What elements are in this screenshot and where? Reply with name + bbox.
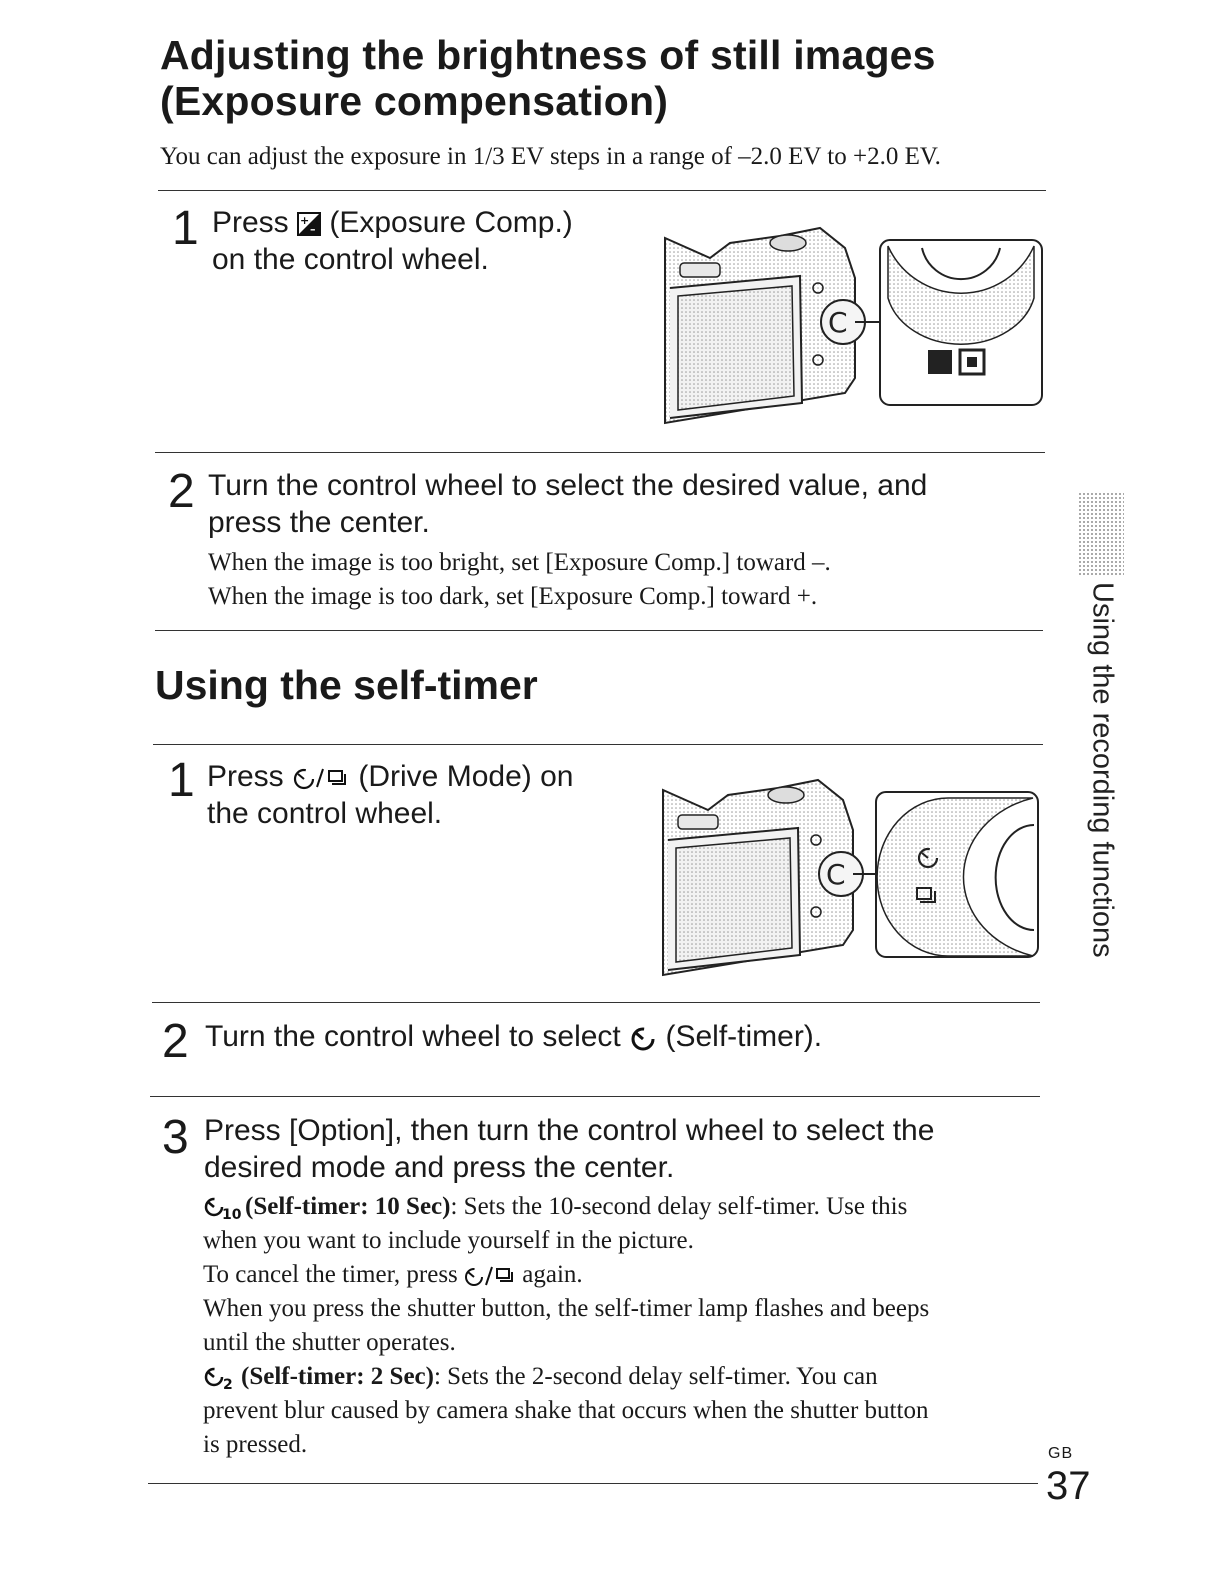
page-number: 37 <box>1046 1464 1091 1508</box>
sidebar-label: Using the recording functions <box>1086 582 1119 958</box>
divider <box>150 1096 1040 1097</box>
section1-title-line1: Adjusting the brightness of still images <box>160 32 936 78</box>
step-number: 1 <box>172 202 199 255</box>
step-number: 1 <box>168 754 195 807</box>
step-text: Press (Drive Mode) on the control wheel. <box>207 760 574 830</box>
step-note: When the image is too bright, set [Exposure Comp.] toward –. When the image is too dark, set [Exposure Comp.] toward +. <box>208 549 831 610</box>
camera-illustration <box>660 218 1050 428</box>
section1-intro: You can adjust the exposure in 1/3 EV steps in a range of –2.0 EV to +2.0 EV. <box>160 143 941 170</box>
svg-text:+: + <box>300 214 310 228</box>
svg-text:10: 10 <box>222 1207 242 1222</box>
svg-text:2: 2 <box>223 1377 233 1392</box>
self-timer-10-icon <box>203 1195 245 1221</box>
exposure-comp-icon <box>297 212 321 236</box>
drive-mode-icon <box>464 1264 516 1288</box>
camera-illustration <box>658 770 1048 980</box>
step-text: Press [Option], then turn the control wheel to select the desired mode and press the center. <box>204 1114 935 1184</box>
self-timer-2-icon <box>203 1365 241 1391</box>
step-text: Turn the control wheel to select (Self-timer). <box>205 1020 823 1053</box>
divider <box>152 1002 1040 1003</box>
step-note: 10 (Self-timer: 10 Sec): Sets the 10-second delay self-timer. Use this when you want to include yourself in the picture. To cancel the timer, press again. When you press the shutter button, the self-timer lamp flashes and beeps until the shutter operates. 2 (Self-timer: 2 Sec): Sets the 2-second delay self-timer. You can prevent blur caused by camera shake that occurs when the shutter button is pressed. <box>203 1193 930 1458</box>
self-timer-icon <box>629 1024 657 1052</box>
section1-title <box>160 32 936 124</box>
divider <box>155 452 1045 453</box>
chapter-tab <box>1078 492 1124 576</box>
step-number: 3 <box>162 1111 189 1164</box>
step-number: 2 <box>168 465 195 518</box>
footer-divider <box>148 1483 1038 1484</box>
section1-title-line2: (Exposure compensation) <box>160 78 669 124</box>
section2-title: Using the self-timer <box>155 662 538 708</box>
step-text: Turn the control wheel to select the desired value, and press the center. <box>208 469 928 539</box>
svg-text:C: C <box>828 306 848 339</box>
svg-text:–: – <box>310 223 316 237</box>
step-number: 2 <box>162 1015 189 1068</box>
step-text: Press + – (Exposure Comp.) on the control wheel. <box>212 206 573 276</box>
drive-mode-icon <box>292 765 350 791</box>
region-label: GB <box>1048 1445 1074 1462</box>
svg-text:C: C <box>826 858 846 891</box>
divider <box>153 744 1043 745</box>
divider <box>155 630 1043 631</box>
divider <box>158 190 1046 191</box>
